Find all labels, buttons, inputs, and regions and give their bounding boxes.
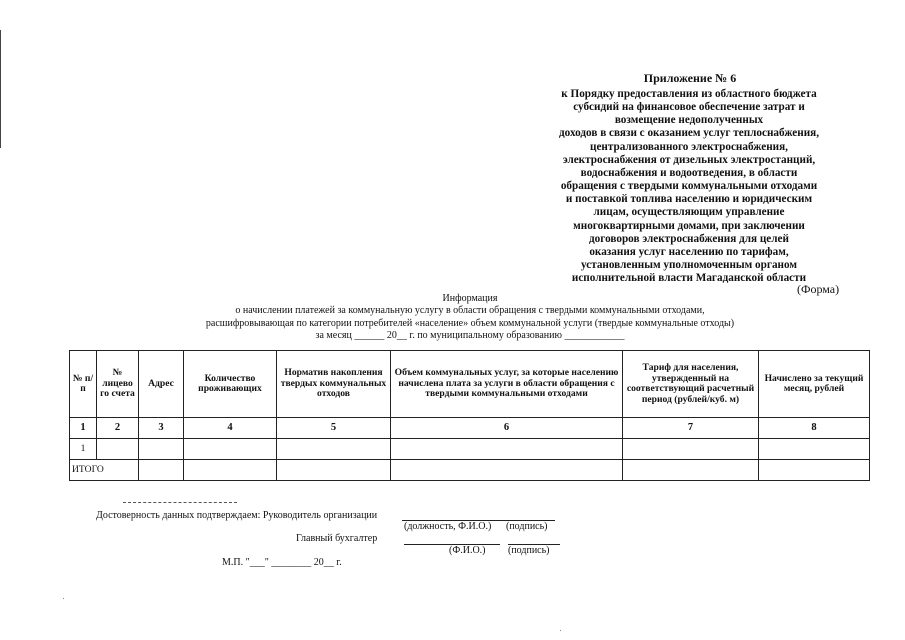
empty-cell [184,439,277,460]
appendix-line: договоров электроснабжения для целей [589,232,789,245]
empty-cell [391,460,623,481]
fio-hint: (Ф.И.О.) [449,545,486,556]
column-header: № п/п [70,351,97,418]
appendix-line: централизованного электроснабжения, [590,140,788,153]
column-number-row [70,418,870,439]
appendix-line: исполнительной власти Магаданской области [571,272,807,285]
column-header: № лицево го счета [97,351,139,418]
info-line: расшифровывающая по категории потребителей «население» объем коммунальной услуги (твердые коммунальные отходы) [205,317,735,329]
empty-cell [623,439,759,460]
stamp-date: М.П. "___" ________ 20__ г. [222,557,342,568]
appendix-line: установленным уполномоченным органом [580,259,797,272]
column-header: Объем коммунальных услуг, за которые населению начислена плата за услуги в области обращения с твердыми коммунальными отходами [391,351,623,418]
info-block [150,293,790,343]
empty-cell [139,439,184,460]
empty-cell [97,439,139,460]
appendix-line: обращения с твердыми коммунальными отходами [560,180,818,193]
column-header: Норматив накопления твердых коммунальных отходов [277,351,391,418]
info-line: о начислении платежей за коммунальную услугу в области обращения с твердыми коммунальными отходами, [235,305,705,317]
empty-cell [391,439,623,460]
column-header: Начислено за текущий месяц, рублей [759,351,870,418]
column-header: Адрес [139,351,184,418]
column-number: 6 [391,418,623,439]
position-hint: (должность, Ф.И.О.) [404,521,492,532]
separator-line [123,502,237,503]
scan-dot [63,598,64,599]
appendix-title: Приложение № 6 [643,71,737,85]
form-label: (Форма) [797,282,840,296]
info-title: Информация [442,293,498,304]
accrual-table [69,350,870,481]
signature-hint: (подпись) [506,521,548,532]
appendix-line: лицам, осуществляющим управление [593,206,785,219]
empty-cell [277,439,391,460]
appendix-line: водоснабжения и водоотведения, в области [580,166,798,179]
appendix-text [524,88,854,285]
appendix-line: возмещение недополученных [614,114,764,127]
column-number: 2 [97,418,139,439]
page-edge-line [0,30,1,148]
chief-accountant-label: Главный бухгалтер [296,533,378,544]
scan-dot [560,630,561,631]
row-number-cell: 1 [70,439,97,460]
empty-cell [139,460,184,481]
appendix-line: электроснабжения от дизельных электростанций, [562,153,816,166]
signature-hint: (подпись) [508,545,550,556]
appendix-line: субсидий на финансовое обеспечение затрат и [573,101,805,114]
column-number: 1 [70,418,97,439]
empty-cell [759,439,870,460]
table-row [70,439,870,460]
total-label: ИТОГО [70,460,139,481]
info-line: за месяц ______ 20__ г. по муниципальному образованию ____________ [315,330,625,342]
total-row [70,460,870,481]
column-header: Тариф для населения, утвержденный на соответствующий расчетный период (рублей/куб. м) [623,351,759,418]
appendix-line: оказания услуг населению по тарифам, [589,245,789,258]
empty-cell [759,460,870,481]
column-number: 8 [759,418,870,439]
confirm-text: Достоверность данных подтверждаем: Руководитель организации [96,510,378,521]
appendix-line: доходов в связи с оказанием услуг теплоснабжения, [558,127,820,140]
column-number: 3 [139,418,184,439]
column-number: 4 [184,418,277,439]
table-header-row [70,351,870,418]
appendix-line: многоквартирными домами, при заключении [573,219,805,232]
appendix-line: к Порядку предоставления из областного бюджета [561,88,817,100]
column-header: Количество проживающих [184,351,277,418]
empty-cell [277,460,391,481]
column-number: 5 [277,418,391,439]
empty-cell [184,460,277,481]
empty-cell [623,460,759,481]
column-number: 7 [623,418,759,439]
appendix-line: и поставкой топлива населению и юридическим [565,193,813,206]
